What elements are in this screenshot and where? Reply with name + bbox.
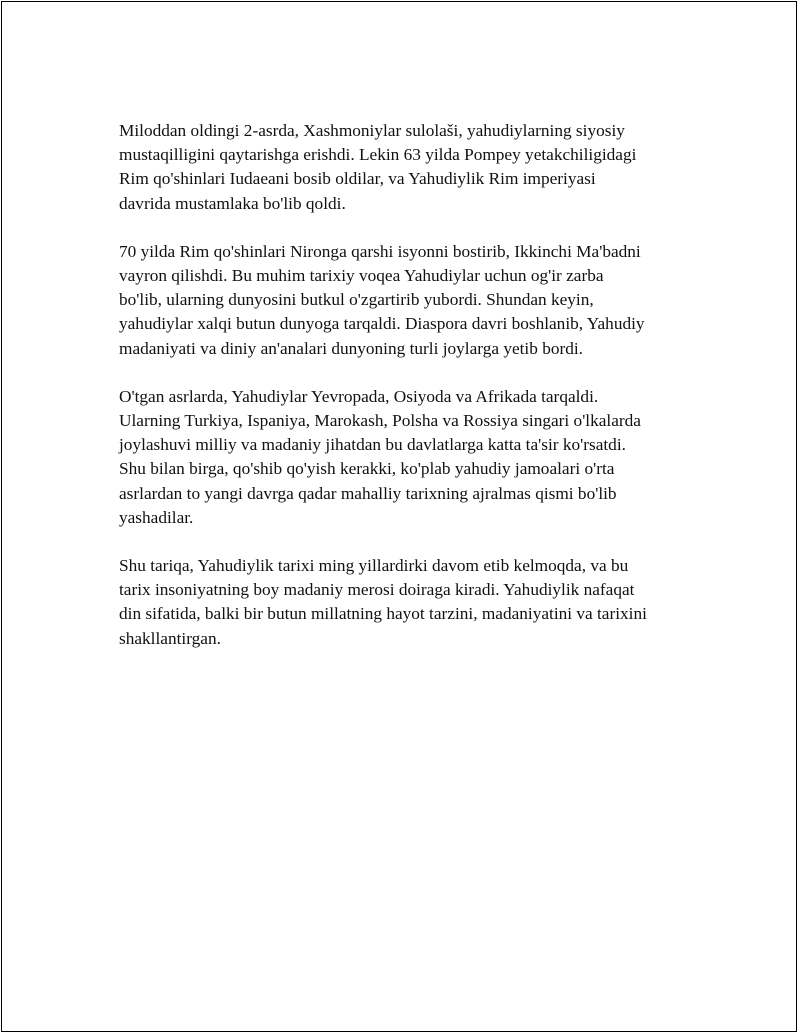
document-body [119,119,699,675]
paragraph-1: Miloddan oldingi 2-asrda, Xashmoniylar sulolaši, yahudiylarning siyosiy mustaqilligini qaytarishga erishdi. Lekin 63 yilda Pompey yetakchiligidagi Rim qo'shinlari Iudaeani bosib oldilar, va Yahudiylik Rim imperiyasi davrida mustamlaka bo'lib qoldi. [119,121,637,213]
paragraph-2: 70 yilda Rim qo'shinlari Nironga qarshi isyonni bostirib, Ikkinchi Ma'badni vayron qilishdi. Bu muhim tarixiy voqea Yahudiylar uchun og'ir zarba bo'lib, ularning dunyosini butkul o'zgartirib yubordi. Shundan keyin, yahudiylar xalqi butun dunyoga tarqaldi. Diaspora davri boshlanib, Yahudiy madaniyati va diniy an'analari dunyoning turli joylarga yetib bordi. [119,241,645,358]
paragraph-4: Shu tariqa, Yahudiylik tarixi ming yillardirki davom etib kelmoqda, va bu tarix insoniyatning boy madaniy merosi doiraga kiradi. Yahudiylik nafaqat din sifatida, balki bir butun millatning hayot tarzini, madaniyatini va tarixini shakllantirgan. [119,556,647,648]
paragraph-3: O'tgan asrlarda, Yahudiylar Yevropada, Osiyoda va Afrikada tarqaldi. Ularning Turkiya, Ispaniya, Marokash, Polsha va Rossiya singari o'lkalarda joylashuvi milliy va madaniy jihatdan bu davlatlarga katta ta'sir ko'rsatdi. Shu bilan birga, qo'shib qo'yish kerakki, ko'plab yahudiy jamoalari o'rta asrlardan to yangi davrga qadar mahalliy tarixning ajralmas qismi bo'lib yashadilar. [119,386,641,527]
document-page [1,1,797,1032]
